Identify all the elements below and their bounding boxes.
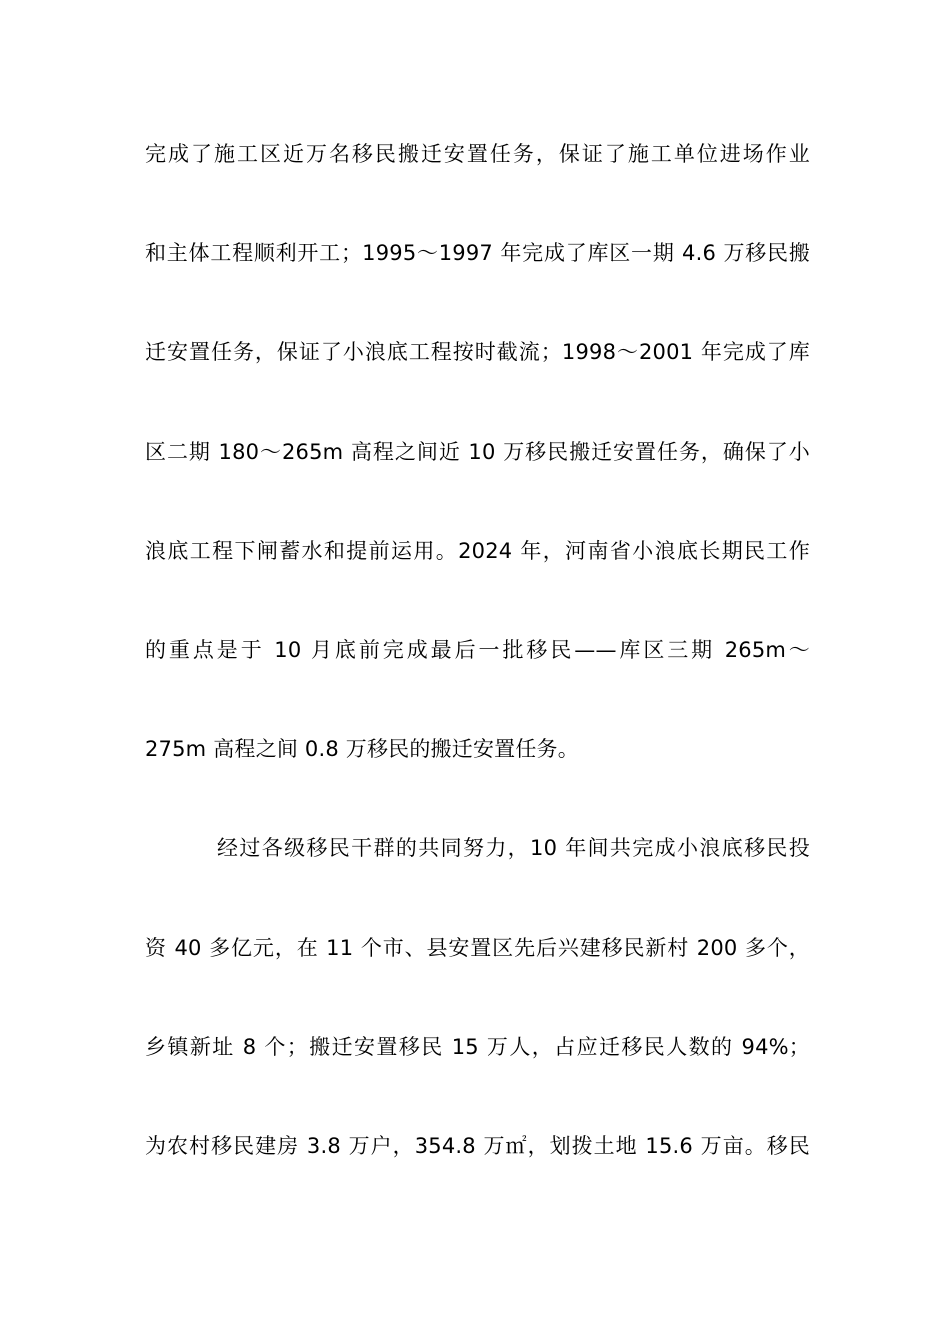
paragraph-line: 的重点是于 10 月底前完成最后一批移民——库区三期 265m～ — [145, 637, 810, 662]
paragraph-line: 区二期 180～265m 高程之间近 10 万移民搬迁安置任务，确保了小 — [145, 439, 810, 464]
paragraph-line: 275m 高程之间 0.8 万移民的搬迁安置任务。 — [145, 737, 579, 762]
paragraph-line: 迁安置任务，保证了小浪底工程按时截流；1998～2001 年完成了库 — [145, 340, 810, 365]
paragraph-line: 为农村移民建房 3.8 万户，354.8 万㎡，划拨土地 15.6 万亩。移民 — [145, 1133, 810, 1158]
paragraph-line: 浪底工程下闸蓄水和提前运用。2024 年，河南省小浪底长期民工作 — [145, 538, 810, 563]
paragraph-line: 和主体工程顺利开工；1995～1997 年完成了库区一期 4.6 万移民搬 — [145, 241, 810, 266]
paragraph-line: 资 40 多亿元，在 11 个市、县安置区先后兴建移民新村 200 多个， — [145, 935, 810, 960]
paragraph-line: 经过各级移民干群的共同努力，10 年间共完成小浪底移民投 — [217, 836, 810, 861]
paragraph-2 — [145, 824, 810, 1221]
paragraph-1 — [145, 130, 810, 824]
body-text — [145, 130, 810, 1221]
paragraph-line: 完成了施工区近万名移民搬迁安置任务，保证了施工单位进场作业 — [145, 142, 810, 166]
paragraph-line: 乡镇新址 8 个；搬迁安置移民 15 万人，占应迁移民人数的 94%； — [145, 1034, 810, 1059]
